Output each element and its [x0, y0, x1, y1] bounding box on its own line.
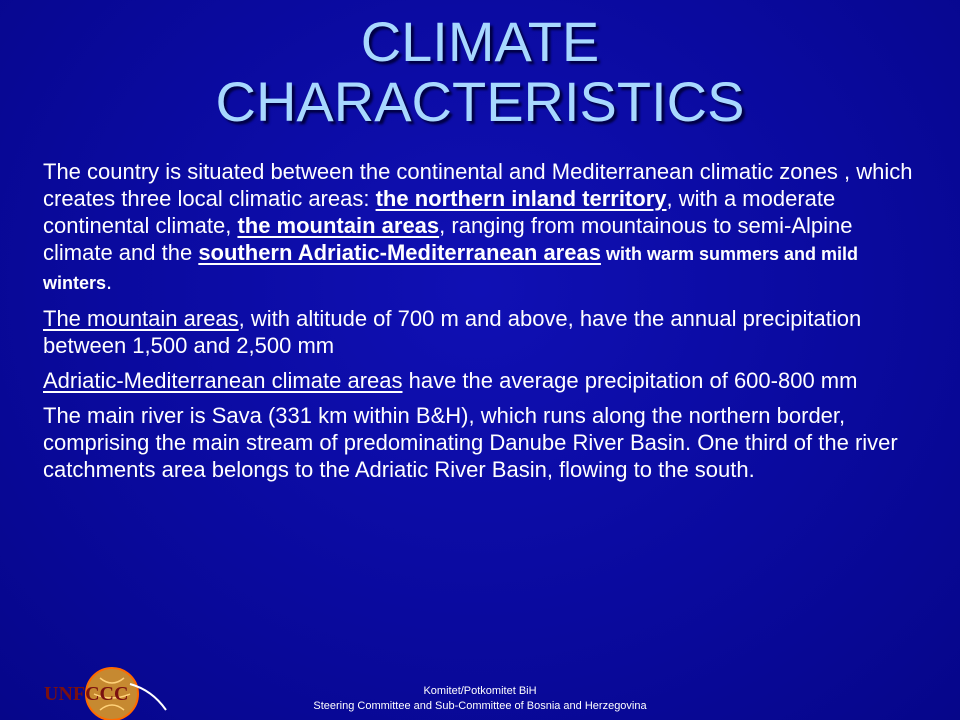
footer — [0, 684, 960, 714]
mountain-areas-link: The mountain areas — [43, 306, 239, 331]
paragraph-sava-river — [43, 402, 923, 483]
text-segment: The main river is Sava (331 km within B&H), which runs along the northern border, comprising the main stream of predominating Danube River Basin. One third of the river catchments area belongs to the Adriatic River Basin, flowing to the south. — [43, 403, 898, 482]
slide-body — [43, 158, 923, 491]
northern-inland-territory-term: the northern inland territory — [375, 186, 667, 211]
footer-line-1: Komitet/Potkomitet BiH — [423, 685, 537, 697]
footer-line-2: Steering Committee and Sub-Committee of Bosnia and Herzegovina — [313, 700, 647, 712]
text-segment: have the average precipitation of 600-800 mm — [402, 368, 858, 393]
logo-text: UNFCCC — [44, 683, 129, 705]
text-segment: , ranging from mountainous to semi-Alpine climate and the — [43, 213, 853, 265]
title-line-1: CLIMATE — [360, 10, 600, 73]
text-segment-bold: with warm summers and mild winters — [43, 244, 859, 293]
paragraph-climatic-zones — [43, 158, 923, 297]
text-segment: , with a moderate continental climate, — [43, 186, 836, 238]
text-segment: , with altitude of 700 m and above, have the annual precipitation between 1,500 and 2,500 mm — [43, 306, 862, 358]
text-segment: . — [106, 269, 113, 294]
mountain-areas-term: the mountain areas — [237, 213, 440, 238]
adriatic-areas-link: Adriatic-Mediterranean climate areas — [43, 368, 403, 393]
southern-adriatic-term: southern Adriatic-Mediterranean areas — [198, 240, 601, 265]
text-segment: The country is situated between the continental and Mediterranean climatic zones , which creates three local climatic areas: — [43, 159, 913, 211]
slide-title — [0, 12, 960, 132]
title-line-2: CHARACTERISTICS — [215, 70, 745, 133]
paragraph-adriatic-precipitation — [43, 367, 923, 394]
paragraph-mountain-precipitation — [43, 305, 923, 359]
